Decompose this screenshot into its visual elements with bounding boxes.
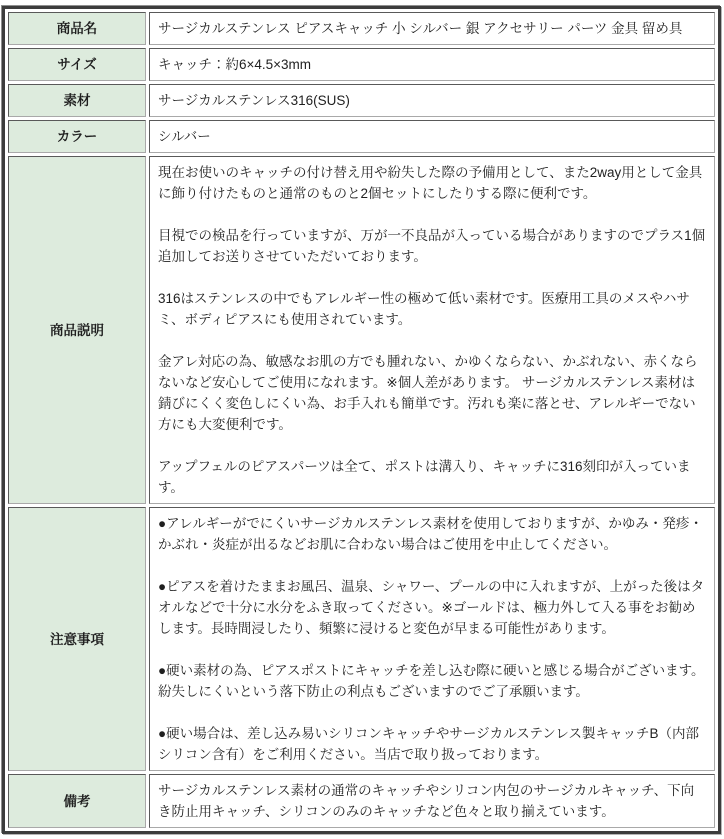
paragraph: ●硬い素材の為、ピアスポストにキャッチを差し込む際に硬いと感じる場合がございます。紛失しにくいという落下防止の利点もございますのでご了承願います。 — [158, 663, 705, 699]
row-label: 商品説明 — [8, 156, 146, 504]
row-value — [149, 774, 715, 828]
paragraph: サージカルステンレス素材の通常のキャッチやシリコン内包のサージカルキャッチ、下向き防止用キャッチ、シリコンのみのキャッチなど色々と取り揃えています。 — [158, 783, 695, 819]
paragraph: サージカルステンレス316(SUS) — [158, 93, 350, 108]
row-label: 備考 — [8, 774, 146, 828]
spec-row — [8, 156, 715, 504]
spec-row — [8, 12, 715, 45]
paragraph: サージカルステンレス ピアスキャッチ 小 シルバー 銀 アクセサリー パーツ 金具 留め具 — [158, 21, 683, 36]
paragraph: 316はステンレスの中でもアレルギー性の極めて低い素材です。医療用工具のメスやハサミ、ボディピアスにも使用されています。 — [158, 291, 690, 327]
paragraph: 現在お使いのキャッチの付け替え用や紛失した際の予備用として、また2way用として金具に飾り付けたものと通常のものと2個セットにしたりする際に便利です。 — [158, 165, 703, 201]
row-value — [149, 48, 715, 81]
spec-row — [8, 507, 715, 771]
spec-table-body — [8, 12, 715, 828]
row-value — [149, 507, 715, 771]
paragraph: ●硬い場合は、差し込み易いシリコンキャッチやサージカルステンレス製キャッチB（内部シリコン含有）をご利用ください。当店で取り扱っております。 — [158, 726, 700, 762]
paragraph: アップフェルのピアスパーツは全て、ポストは溝入り、キャッチに316刻印が入っています。 — [158, 459, 691, 495]
paragraph: ●ピアスを着けたままお風呂、温泉、シャワー、プールの中に入れますが、上がった後はタオルなどで十分に水分をふき取ってください。※ゴールドは、極力外して入る事をお勧めします。長時間浸したり、頻繁に浸けると変色が早まる可能性があります。 — [158, 579, 705, 636]
spec-row — [8, 120, 715, 153]
row-value — [149, 12, 715, 45]
row-label: 商品名 — [8, 12, 146, 45]
row-value — [149, 120, 715, 153]
product-spec-table — [2, 6, 721, 834]
paragraph: ●アレルギーがでにくいサージカルステンレス素材を使用しておりますが、かゆみ・発疹・かぶれ・炎症が出るなどお肌に合わない場合はご使用を中止してください。 — [158, 516, 703, 552]
spec-row — [8, 84, 715, 117]
row-label: 注意事項 — [8, 507, 146, 771]
paragraph: 目視での検品を行っていますが、万が一不良品が入っている場合がありますのでプラス1個追加してお送りさせていただいております。 — [158, 228, 706, 264]
row-label: サイズ — [8, 48, 146, 81]
row-value — [149, 156, 715, 504]
row-label: 素材 — [8, 84, 146, 117]
row-label: カラー — [8, 120, 146, 153]
spec-row — [8, 48, 715, 81]
row-value — [149, 84, 715, 117]
spec-row — [8, 774, 715, 828]
paragraph: キャッチ：約6×4.5×3mm — [158, 57, 312, 72]
paragraph: シルバー — [158, 129, 211, 144]
paragraph: 金アレ対応の為、敏感なお肌の方でも腫れない、かゆくならない、かぶれない、赤くならないなど安心してご使用になれます。※個人差があります。 サージカルステンレス素材は錆びにくく変色しにくい為、お手入れも簡単です。汚れも楽に落とせ、アレルギーでない方にも大変便利です。 — [158, 354, 698, 432]
